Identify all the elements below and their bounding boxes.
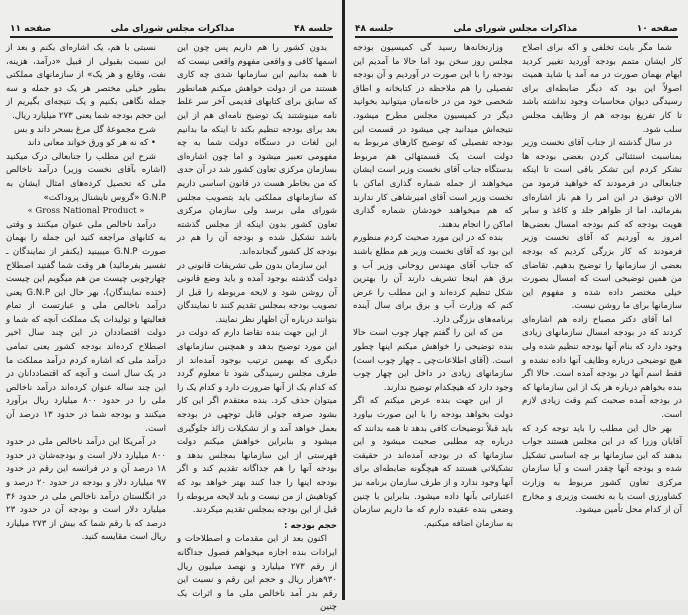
latin-term: « Gross National Product »: [27, 206, 145, 217]
paragraph: وزارتخانه‌ها رسید گی کمیسیون بودجه مجلس روز سخن بود اما حالا ما آمدیم این بودجه را با این صورت در آوردیم و آن بودجه تفصیلی را هم ملاحظه در کتابخانه و اطاق شخصی خود من در خانه‌مان میتوانید بخوانید دیگر در کمیسیون مجلس مطرح میشود. نتیجه‌اش میدانید چی میشود در قسمت این بودجه تفصیلی که توضیح کارهای مربوط به دولت است یک قسمتهائی هم مربوط بدستگاه جناب آقای نخست وزیر است ایشان میخواهند از جمله شماره گذاری اماکن با نخست وزیر است آقای امیرشاهی کار ندارند که هم میخواهند خودشان شماره گذاری اماکن را انجام بدهند.: [353, 43, 513, 230]
paragraph: اکنون بعد از این مقدمات و اصطلاحات و ایرادات بنده اجازه میخواهم فصول جداگانه از رقم ۲۷۳ میلیارد و نهصد میلیون ریال ۹۳۰هزار ریال و حجم این رقم و نسبت این رقم بدر آمد ناخالص ملی ما و اثرات یک چنین: [177, 534, 337, 613]
session-number: جلسه ۴۸: [294, 24, 333, 34]
verse-line: شرح مجموعهٔ گل مرغ بسحر داند و بس: [14, 124, 156, 135]
paragraph: نسبتی با هم، یک اشاره‌ای بکنم و بعد از این نسبت بقبولی از قبیل «درآمد، هزینه، نفت، وقایع و هر یک» از سازمانهای مملکتی بطور خیلی مختصر هر یک دو جمله و سه جمله نگاهی بکنیم و یک نتیجه‌ای بگیریم از این حجم بودجه شما یعنی ۲۷۳ میلیارد ریال.: [6, 43, 166, 121]
paragraph: بهر حال این مطلب را باید توجه کرد که آقایان وزرا که در این مجلس هستند جواب بدهند که این سازمانها بر چه اساسی تشکیل شده و بودجه آنها چقدر است و آیا سازمان مرکزی تعاون کشور مربوط به وزارت کشاورزی است یا به نخست وزیری و مخارج آن از کدام محل تأمین میشود.: [522, 423, 682, 516]
paragraph: از این جهت بنده عرض میکنم که اگر دولت بخواهد بودجه را با این صورت بیاورد باید قبلاً توضیحات کافی بدهد تا همه بدانند که درباره چه مطلبی صحبت میشود و این سازمانها که در بودجه آمده‌اند در حقیقت تشکیلاتی هستند که هیچگونه ضابطه‌ای برای آنها وجود ندارد و از طرف سازمان برنامه نیز اعتباراتی بآنها داده میشود. بنابراین با چنین وضعی بنده عقیده دارم که ما داریم سازمان به سازمان اضافه میکنیم.: [353, 396, 513, 529]
paragraph: اما آقای دکتر مصباح زاده هم اشاره‌ای کردند که در بودجه امسال سازمانهای زیادی وجود دارد که بنام آنها بودجه تنظیم شده ولی هیچ توضیحی درباره وظایف آنها داده نشده و فقط اسم آنها در بودجه آمده است. حالا اگر بنده بخواهم درباره هر یک از این سازمانها که در بودجه آمده صحبت کنم وقت زیادی لازم است.: [522, 314, 682, 421]
publication-title: مذاکرات مجلس شورای ملی: [110, 24, 235, 34]
section-subheading: حجم بودجه :: [284, 520, 337, 531]
text-column-left: [353, 42, 513, 594]
session-number: جلسه ۴۸: [355, 24, 394, 34]
paragraph: این سازمان بدون طی تشریفات قانونی در دولت گذشته بوجود آمده و باید وضع قانونی آن روشن شود و لایحه مربوطه را قبل از تصویب بودجه بمجلس تقدیم کنند تا نمایندگان بتوانند درباره آن اظهار نظر نمایند.: [177, 260, 337, 325]
page-number: صفحه ۱۰: [636, 24, 678, 34]
text-column-right: [176, 42, 337, 613]
paragraph: شما مگر بابت تخلفی و اکه برای اصلاح کار ایشان متمم بودجه آوردید تغییر کردید ابهام بهمان صورت در مه آمد یا شاید همیت اصولاً این بود که دیگر ضابطه‌ای برای رسیدگی دیوان محاسبات وجود نداشته باشد تا کار تفریغ بودجه هم از وظایف مجلس سلب شود.: [522, 43, 682, 135]
text-column-right: [522, 42, 682, 594]
paragraph: درآمد ناخالص ملی عنوان میکنند و وقتی به کتابهای مراجعه کنید این جمله را بهمان صورت G.N.P میبینید (یکنفر از نمایندگان ـ تفسیر بفرمائید) هر وقت شما گفتید اصطلاح چهارچوبی چیست من هم میگویم این چیست (خنده نمایندگان)، بهر حال این G.N.P یعنی درآمد ناخالص ملی و عبارتست از تمام فعالیتها و تولیدات یک مملکت آنچه که شما و دولت اقتصاددان در این چند سال اخیر اصطلاح کرده‌اند بودجه کشور یعنی تمامی درآمد ملی که اشاره کردم درآمد مملکت ما در یک سال است و آنچه که اقتصاددانان در این چند ساله عنوان کرده‌اند درآمد ناخالص ملی را در حدود ۸۰۰ میلیارد ریال برآورد میکنند و بودجه شما در حدود ۱۳ درصد آن است.: [6, 219, 166, 434]
paragraph: شرح این مطلب را جنابعالی درک میکنید (اشاره بآقای نخست وزیر) درآمد ناخالص ملی که تحصیل کرده‌های امثال ایشان به G.N.P «گروس نایشنال پروداکت»: [6, 151, 166, 203]
paragraph: من که این را گفتم چهار چوب است حالا بنده توضیحی را خواهش میکنم اینها چطور است. (آقای اطلاعات‌چی ـ چهار چوب است) سازمانهای زیادی در داخل این چهار چوب وجود دارد که هیچکدام توضیح ندارند.: [353, 328, 513, 393]
right-page: [345, 0, 688, 600]
page-number: صفحه ۱۱: [10, 24, 52, 34]
publication-title: مذاکرات مجلس شورای ملی: [453, 24, 578, 34]
paragraph: در آمریکا این درآمد ناخالص ملی در حدود ۸۰۰ میلیارد دلار است و بودجه‌شان در حدود ۱۸ درصد آن و در فرانسه این رقم در حدود ۹۷ میلیارد دلار و بودجه در حدود ۲۰ درصد و در انگلستان درآمد ناخالص ملی در حدود ۳۶ میلیارد دلار است و بودجه آن در حدود ۲۳ درصد که با رقم شما که بیش از ۲۷۳ میلیارد ریال است مقایسه کنید.: [6, 437, 166, 543]
paragraph: بنده که در این مورد صحبت کردم منظورم این بود که آقای نخست وزیر هم مطلع باشند که جناب آقای مهندس روحانی وزیر آب و برق هم اینجا تشریف دارند آن را بهترین شکل تنظیم کرده‌اند و این مطلب را عرض کنم که وزارت آب و برق برای سال آینده برنامه‌های بزرگی دارد.: [353, 233, 513, 325]
page-header: [10, 16, 333, 38]
left-page: [0, 0, 343, 613]
verse-line: • که نه هر کو ورق خواند معانی داند: [27, 138, 156, 149]
page-header: [355, 16, 678, 38]
text-column-left: [6, 42, 166, 594]
paragraph: از این جهت بنده تقاضا دارم که دولت در این مورد توضیح بدهد و همچنین سازمانهای دیگری که بهمین ترتیب بوجود آمده‌اند از طرف مجلس رسیدگی شود تا معلوم گردد که کدام یک از آنها ضرورت دارد و کدام یک را میتوان حذف کرد. بنده معتقدم اگر این کار بشود صرفه جوئی قابل توجهی در بودجه بعمل خواهد آمد و از تشکیلات زائد جلوگیری میشود و بنابراین خواهش میکنم دولت فهرستی از این سازمانها بمجلس بدهد و بودجه آنها را هم جداگانه تقدیم کند و اگر بودجه اینها را جدا کنند بهتر خواهد بود که کوتاهیش از من نیست و باید لایحه مربوطه را قبل از این بودجه بمجلس تقدیم میکردند.: [176, 328, 337, 516]
paragraph: بدون کشور را هم داریم پس چون این اسمها کافی و واقعی مفهوم واقعی نیست که تا همه بدانیم این سازمانها شدی چه کاری هستند من از دولت خواهش میکنم همانطور که سابق برای کتابهای قدیمی آخر سر غلط نامه مینوشتند یک توضیح نامه‌ای هم از این بعد برای بودجه تنظیم بکند تا اینکه ما بدانیم این لغات در دستگاه دولت شما به چه مفهومی تعبیر میشود و اما چون اشاره‌ای بسازمان مرکزی تعاون کشور شد در آن حدی که من بخاطر هست در قانون اساسی داریم که سازمانهای مملکتی باید بتصویب مجلس شورای ملی برسد ولی سازمان مرکزی تعاون کشور بدون اینکه از مجلس گذشته باشد تشکیل شده و بودجه آن را هم در بودجه کل کشور گنجانده‌اند.: [177, 43, 337, 257]
paragraph: در سال گذشته از جناب آقای نخست وزیر بمناسبت استثنائی کردن بعضی بودجه ها تشکر کردم این تشکر باقی است تا اینکه جنابعالی در فرمودند که خواهید فرمود من الان توفیق در این امر را هم باز اشاره‌ای بفرمائید، اما از ظواهر جلد و کاغذ و سایر هویت بودجه که کنم بودجه امسال بعضی‌ها امروز به آوردیم که آقای نخست وزیر فرمودند که کار بزرگی کردیم که بودجه بعضی از سازمانها را توضیح بدهیم. تقاضای من همین توضیحی است که امسال بصورت خیلی مختصر داده شده و مفهوم این سازمانها برای ما روشن نیست.: [522, 138, 682, 312]
